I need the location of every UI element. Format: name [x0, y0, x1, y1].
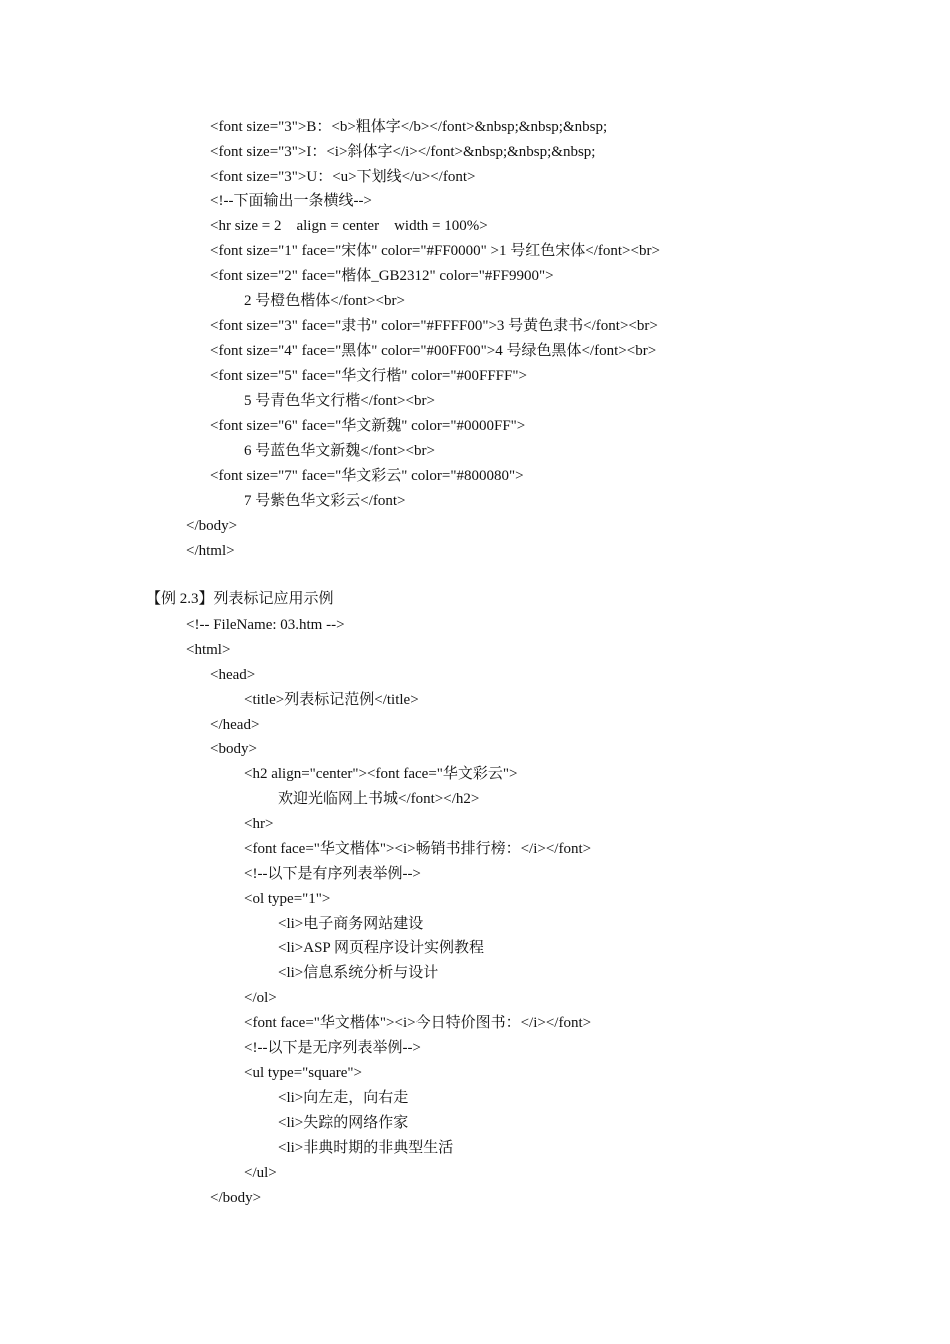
code-line: </body>	[210, 1190, 262, 1206]
code-line: <body>	[210, 741, 257, 757]
code-line: 7 号紫色华文彩云</font>	[244, 493, 406, 509]
code-line: </ul>	[244, 1165, 277, 1181]
code-line: 2 号橙色楷体</font><br>	[244, 293, 405, 309]
code-line: 欢迎光临网上书城</font></h2>	[278, 791, 480, 807]
code-line: <li>非典时期的非典型生活	[278, 1140, 454, 1156]
code-line: <head>	[210, 667, 256, 683]
code-line: <li>向左走，向右走	[278, 1090, 409, 1106]
code-line: <li>电子商务网站建设	[278, 916, 424, 932]
code-line: <font size="3">I：<i>斜体字</i></font>&nbsp;&nbsp;&nbsp;	[210, 144, 596, 160]
code-line: <font size="5" face="华文行楷" color="#00FFFF">	[210, 368, 527, 384]
code-line: <!-- FileName: 03.htm -->	[186, 617, 345, 633]
code-line: </ol>	[244, 990, 277, 1006]
code-line: <font size="2" face="楷体_GB2312" color="#FF9900">	[210, 268, 554, 284]
code-line: <title>列表标记范例</title>	[244, 692, 419, 708]
code-line: <font size="3">U：<u>下划线</u></font>	[210, 169, 476, 185]
code-line: <ul type="square">	[244, 1065, 363, 1081]
code-line: <!--以下是有序列表举例-->	[244, 866, 421, 882]
code-line: <font size="4" face="黑体" color="#00FF00">4 号绿色黑体</font><br>	[210, 343, 657, 359]
code-line: <hr>	[244, 816, 274, 832]
code-line: <font size="1" face="宋体" color="#FF0000" >1 号红色宋体</font><br>	[210, 243, 660, 259]
code-line: <html>	[186, 642, 231, 658]
code-line: <hr size = 2 align = center width = 100%>	[210, 218, 488, 234]
example-heading: 【例 2.3】列表标记应用示例	[146, 591, 334, 607]
code-line: <font face="华文楷体"><i>畅销书排行榜：</i></font>	[244, 841, 592, 857]
code-line: <!--下面输出一条横线-->	[210, 193, 372, 209]
code-line: <li>ASP 网页程序设计实例教程	[278, 940, 484, 956]
code-line: <font face="华文楷体"><i>今日特价图书：</i></font>	[244, 1015, 592, 1031]
code-line: <font size="3">B：<b>粗体字</b></font>&nbsp;&nbsp;&nbsp;	[210, 119, 608, 135]
code-line: </head>	[210, 717, 260, 733]
code-line: <li>信息系统分析与设计	[278, 965, 439, 981]
code-line: <font size="7" face="华文彩云" color="#800080">	[210, 468, 524, 484]
code-line: <font size="3" face="隶书" color="#FFFF00">3 号黄色隶书</font><br>	[210, 318, 658, 334]
code-line: </html>	[186, 543, 235, 559]
code-line: 6 号蓝色华文新魏</font><br>	[244, 443, 435, 459]
code-line: <ol type="1">	[244, 891, 331, 907]
code-line: <li>失踪的网络作家	[278, 1115, 409, 1131]
code-line: <font size="6" face="华文新魏" color="#0000FF">	[210, 418, 526, 434]
code-line: 5 号青色华文行楷</font><br>	[244, 393, 435, 409]
code-line: <!--以下是无序列表举例-->	[244, 1040, 421, 1056]
code-line: <h2 align="center"><font face="华文彩云">	[244, 766, 518, 782]
code-line: </body>	[186, 518, 238, 534]
